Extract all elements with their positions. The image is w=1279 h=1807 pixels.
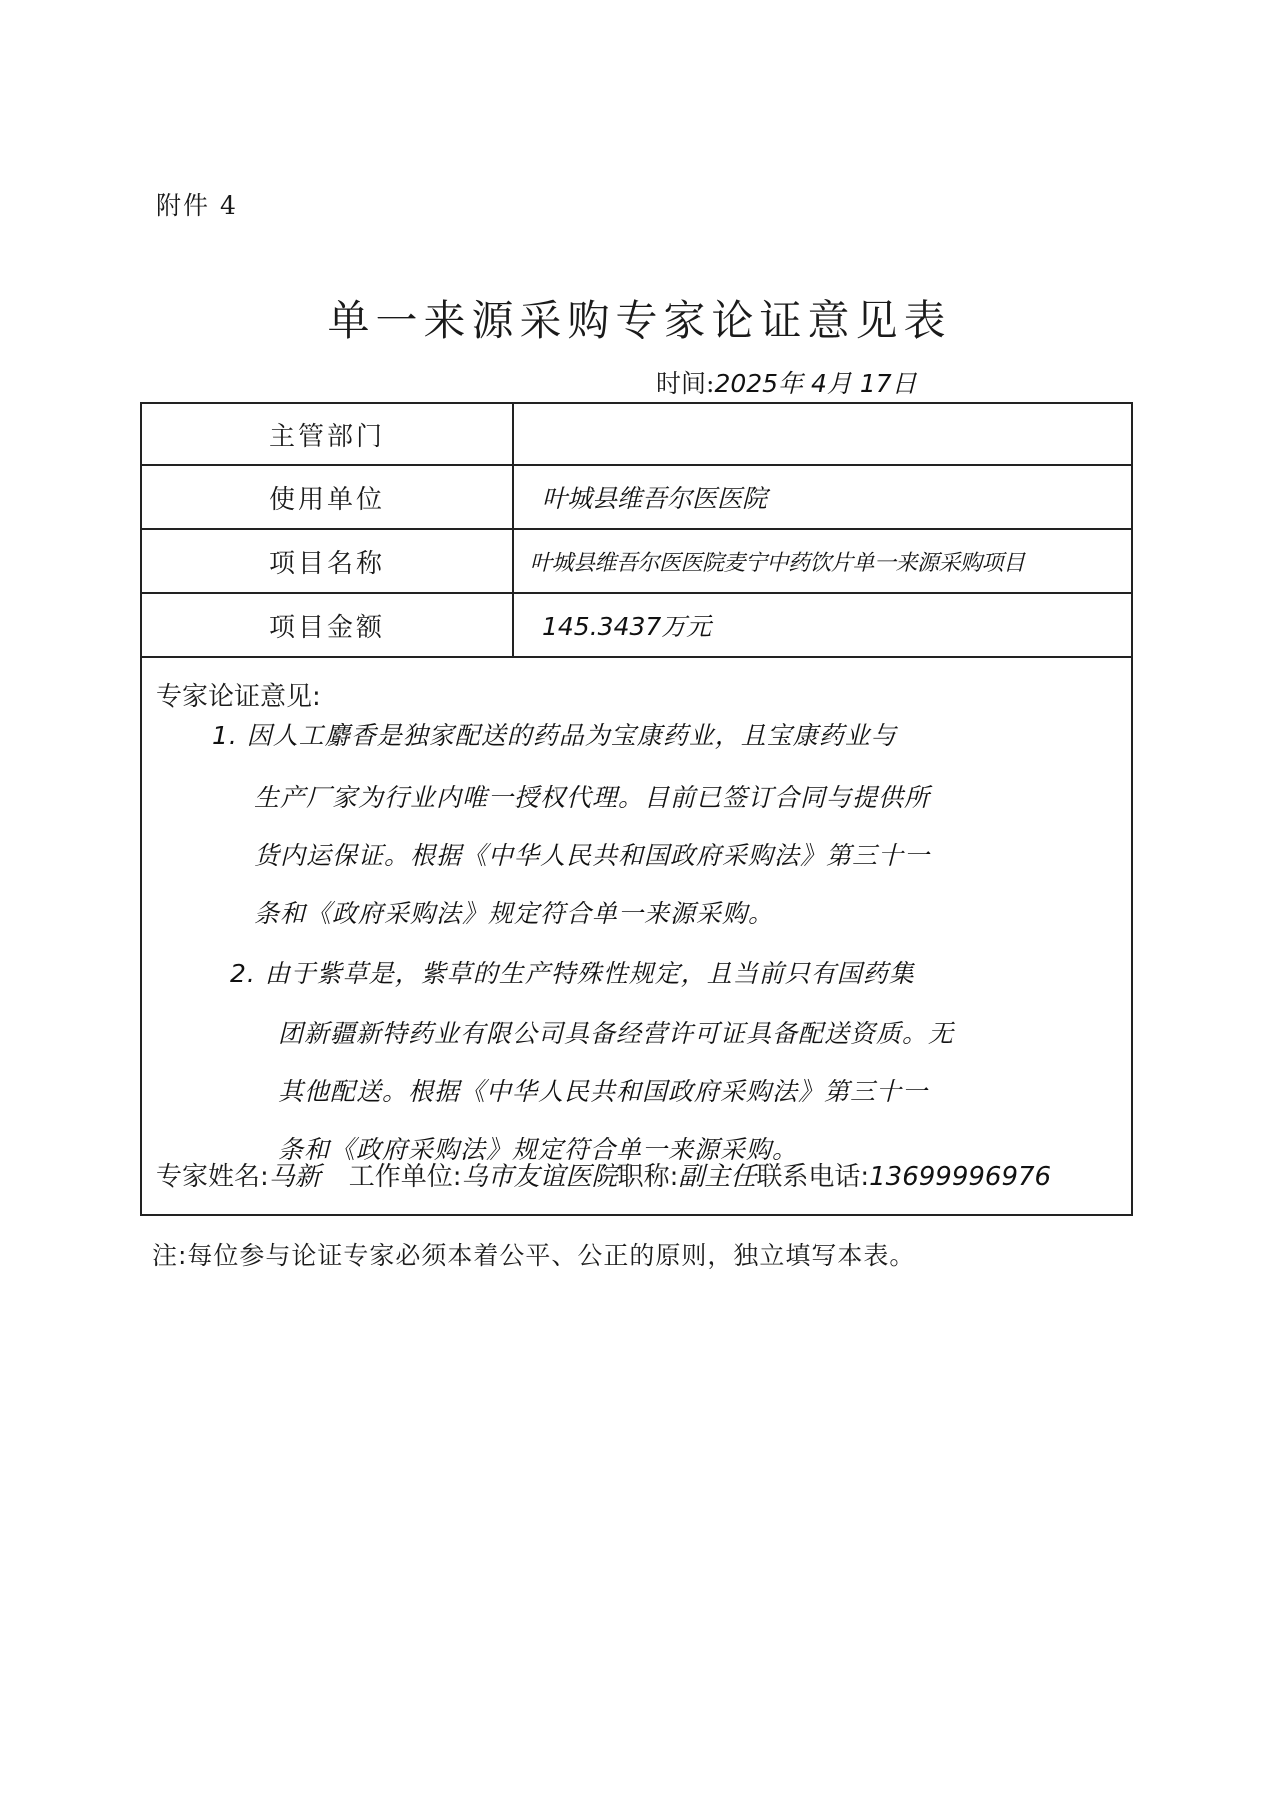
row-supervisor-dept <box>142 404 1131 466</box>
row-value: 叶城县维吾尔医医院 <box>542 484 768 513</box>
opinion-line: 生产厂家为行业内唯一授权代理。目前已签订合同与提供所 <box>254 783 931 812</box>
work-unit-value: 乌市友谊医院 <box>461 1162 618 1192</box>
opinion-line: 条和《政府采购法》规定符合单一来源采购。 <box>278 1135 799 1164</box>
row-project-name <box>142 530 1131 594</box>
opinion-line: 2. 由于紫草是，紫草的生产特殊性规定，且当前只有国药集 <box>230 959 915 988</box>
opinion-line: 1. 因人工麝香是独家配送的药品为宝康药业，且宝康药业与 <box>212 721 897 750</box>
opinion-line: 条和《政府采购法》规定符合单一来源采购。 <box>254 899 775 928</box>
phone-label: 联系电话: <box>756 1162 870 1192</box>
row-label: 项目名称 <box>142 530 514 592</box>
opinion-title: 专家论证意见: <box>156 682 321 712</box>
row-value: 145.3437万元 <box>542 612 712 641</box>
row-value <box>514 404 1131 464</box>
opinion-line: 团新疆新特药业有限公司具备经营许可证具备配送资质。无 <box>278 1019 955 1048</box>
opinion-form-table <box>140 402 1133 1216</box>
date-row <box>656 364 917 400</box>
phone-value: 13699996976 <box>869 1162 1052 1192</box>
opinion-line: 其他配送。根据《中华人民共和国政府采购法》第三十一 <box>278 1077 929 1106</box>
expert-info-row <box>156 1156 1051 1193</box>
date-value: 2025年 4月 17日 <box>714 369 917 398</box>
job-title-label: 职称: <box>617 1162 679 1192</box>
form-title: 单一来源采购专家论证意见表 <box>327 296 952 345</box>
expert-name-label: 专家姓名: <box>156 1162 269 1192</box>
row-value: 叶城县维吾尔医医院麦宁中药饮片单一来源采购项目 <box>530 550 1025 576</box>
row-user-unit <box>142 466 1131 530</box>
job-title-value: 副主任 <box>678 1162 757 1192</box>
row-project-amount <box>142 594 1131 658</box>
expert-name-value: 马新 <box>268 1162 321 1192</box>
opinion-line: 货内运保证。根据《中华人民共和国政府采购法》第三十一 <box>254 841 931 870</box>
row-label: 使用单位 <box>142 466 514 528</box>
attachment-label: 附件 4 <box>156 191 238 220</box>
work-unit-label: 工作单位: <box>348 1162 462 1192</box>
date-label: 时间: <box>656 369 715 398</box>
row-label: 主管部门 <box>142 404 514 464</box>
expert-opinion-section <box>142 658 1131 1214</box>
row-label: 项目金额 <box>142 594 514 656</box>
footnote: 注:每位参与论证专家必须本着公平、公正的原则，独立填写本表。 <box>152 1241 916 1270</box>
